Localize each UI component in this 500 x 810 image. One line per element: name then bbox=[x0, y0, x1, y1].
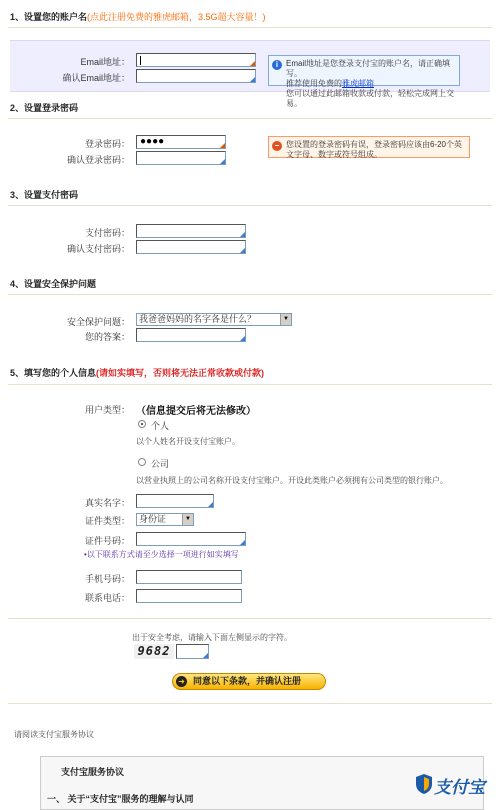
chevron-down-icon: ▼ bbox=[182, 514, 193, 525]
id-number-field[interactable] bbox=[136, 532, 246, 546]
terms-read-label: 请阅读支付宝服务协议 bbox=[14, 730, 94, 739]
id-number-label: 证件号码： bbox=[84, 536, 130, 546]
terms-first-clause: 一、 关于“支付宝”服务的理解与认同 bbox=[47, 794, 194, 804]
warning-icon: − bbox=[272, 141, 282, 151]
company-radio[interactable] bbox=[138, 458, 146, 466]
individual-label[interactable]: 个人 bbox=[151, 421, 170, 431]
email-tip: i Email地址是您登录支付宝的账户名，请正确填写。 推荐使用免费的雅虎邮箱 您可以通过此邮箱收款或付款，轻松完成网上交易。 bbox=[268, 55, 460, 86]
login-password-error-tip: − 您设置的登录密码有误，登录密码应该由6-20个英文字母、数字或符号组成。 bbox=[268, 136, 470, 158]
login-password-value: ●●●● bbox=[140, 136, 165, 147]
pay-password-label: 支付密码： bbox=[84, 228, 130, 238]
pay-password-field[interactable] bbox=[136, 224, 246, 238]
real-name-label: 真实名字： bbox=[84, 498, 130, 508]
alipay-logo: 支付宝 bbox=[416, 770, 496, 800]
section-title-pay-password: 3、设置支付密码 bbox=[10, 190, 79, 200]
email-field[interactable] bbox=[136, 53, 256, 67]
section-title-account: 1、设置您的账户名(点此注册免费的雅虎邮箱，3.5G超大容量！) bbox=[10, 12, 266, 22]
user-type-label: 用户类型： bbox=[84, 405, 130, 415]
section-title-security-question: 4、设置安全保护问题 bbox=[10, 279, 97, 289]
section-title-login-password: 2、设置登录密码 bbox=[10, 103, 79, 113]
security-answer-label: 您的答案： bbox=[84, 332, 130, 342]
user-type-note: （信息提交后将无法修改） bbox=[136, 406, 256, 417]
email-label: Email地址： bbox=[80, 57, 130, 67]
confirm-login-password-field[interactable] bbox=[136, 151, 226, 165]
security-answer-field[interactable] bbox=[136, 328, 246, 342]
arrow-right-icon: ➜ bbox=[176, 676, 187, 687]
section-title-personal-info: 5、填写您的个人信息(请如实填写，否则将无法正常收款或付款) bbox=[10, 368, 265, 378]
shield-icon bbox=[416, 774, 432, 794]
text-cursor bbox=[140, 56, 141, 65]
chevron-down-icon: ▼ bbox=[280, 314, 291, 325]
yahoo-mail-link[interactable]: 雅虎邮箱 bbox=[342, 79, 374, 88]
captcha-image[interactable]: 9682 bbox=[134, 644, 174, 659]
login-password-label: 登录密码： bbox=[84, 139, 130, 149]
mobile-field[interactable] bbox=[136, 570, 242, 584]
confirm-pay-password-label: 确认支付密码： bbox=[66, 244, 130, 254]
yahoo-mail-promo-link[interactable]: (点此注册免费的雅虎邮箱，3.5G超大容量！) bbox=[87, 12, 266, 22]
phone-field[interactable] bbox=[136, 589, 242, 603]
security-question-select[interactable]: 我爸爸妈妈的名字各是什么？ ▼ bbox=[136, 313, 292, 326]
terms-title: 支付宝服务协议 bbox=[61, 767, 125, 777]
id-type-label: 证件类型： bbox=[84, 516, 130, 526]
company-desc: 以营业执照上的公司名称开设支付宝账户。开设此类账户必须拥有公司类型的银行账户。 bbox=[136, 476, 448, 485]
security-question-label: 安全保护问题： bbox=[66, 317, 130, 327]
confirm-login-password-label: 确认登录密码： bbox=[66, 155, 130, 165]
contact-hint: •以下联系方式请至少选择一项进行如实填写 bbox=[84, 550, 239, 559]
company-label[interactable]: 公司 bbox=[151, 459, 170, 469]
captcha-prompt: 出于安全考虑，请输入下面左侧显示的字符。 bbox=[132, 633, 292, 642]
confirm-pay-password-field[interactable] bbox=[136, 240, 246, 254]
individual-radio[interactable] bbox=[138, 420, 146, 428]
captcha-field[interactable] bbox=[176, 644, 209, 659]
mobile-label: 手机号码： bbox=[84, 574, 130, 584]
individual-desc: 以个人姓名开设支付宝账户。 bbox=[136, 437, 240, 446]
confirm-email-label: 确认Email地址： bbox=[62, 73, 130, 83]
real-name-field[interactable] bbox=[136, 494, 214, 508]
agree-register-button[interactable]: ➜ 同意以下条款，并确认注册 bbox=[172, 673, 326, 690]
info-icon: i bbox=[272, 60, 282, 70]
login-password-field[interactable] bbox=[136, 135, 226, 149]
id-type-select[interactable]: 身份证 ▼ bbox=[136, 513, 194, 526]
confirm-email-field[interactable] bbox=[136, 69, 256, 83]
phone-label: 联系电话： bbox=[84, 593, 130, 603]
